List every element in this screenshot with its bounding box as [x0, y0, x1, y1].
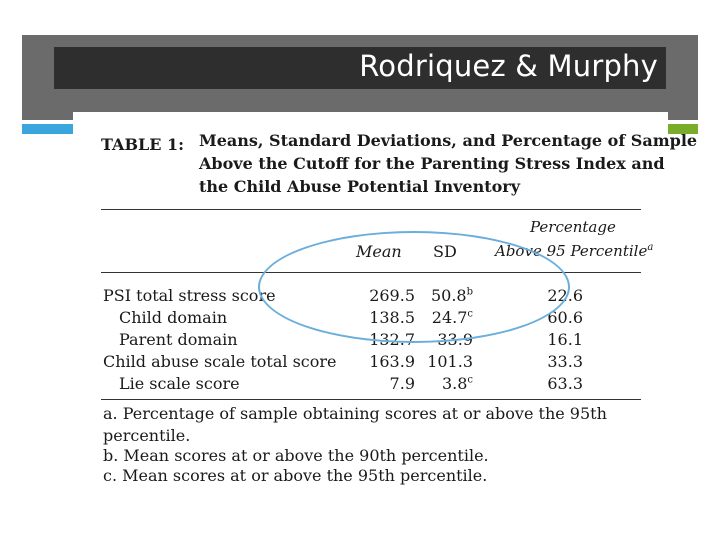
row-sd: 3.8$^c$: [441, 374, 473, 393]
row-pct: 16.1: [547, 330, 583, 349]
header-percentage: Percentage: [530, 218, 616, 236]
row-pct: 60.6: [547, 308, 583, 327]
accent-bar-left: [22, 124, 74, 134]
header-mean: Mean: [356, 242, 402, 261]
row-pct: 63.3: [547, 374, 583, 393]
caption-line-2: Above the Cutoff for the Parenting Stress Index and: [199, 154, 665, 173]
footnote-a: a. Percentage of sample obtaining scores at or above the 95th: [103, 404, 607, 423]
row-mean: 7.9: [389, 374, 415, 393]
slide-title: Rodriquez & Murphy: [359, 49, 658, 83]
highlight-ellipse: [258, 231, 570, 343]
row-sd: 101.3: [427, 352, 473, 371]
row-sd: 50.8$^b$: [430, 286, 473, 305]
row-pct: 22.6: [547, 286, 583, 305]
row-label: Child abuse scale total score: [103, 352, 337, 371]
header-above-percentile: Above 95 Percentile$^a$: [495, 242, 654, 260]
row-label: PSI total stress score: [103, 286, 276, 305]
bottom-rule: [101, 399, 641, 400]
row-mean: 163.9: [369, 352, 415, 371]
top-rule: [101, 209, 641, 210]
row-sd: 33.9: [437, 330, 473, 349]
footnote-b: b. Mean scores at or above the 90th percentile.: [103, 446, 489, 465]
footnote-c: c. Mean scores at or above the 95th percentile.: [103, 466, 488, 485]
row-mean: 138.5: [369, 308, 415, 327]
title-bar: [54, 47, 666, 89]
footnote-a-cont: percentile.: [103, 426, 191, 445]
row-label: Child domain: [119, 308, 228, 327]
row-pct: 33.3: [547, 352, 583, 371]
row-label: Parent domain: [119, 330, 238, 349]
caption-line-1: Means, Standard Deviations, and Percentage of Sample: [199, 131, 698, 150]
row-mean: 269.5: [369, 286, 415, 305]
row-sd: 24.7$^c$: [431, 308, 473, 327]
header-sd: SD: [433, 242, 457, 261]
caption-line-3: the Child Abuse Potential Inventory: [199, 177, 521, 196]
row-label: Lie scale score: [119, 374, 240, 393]
table-label: TABLE 1:: [101, 135, 185, 154]
row-mean: 132.7: [369, 330, 415, 349]
